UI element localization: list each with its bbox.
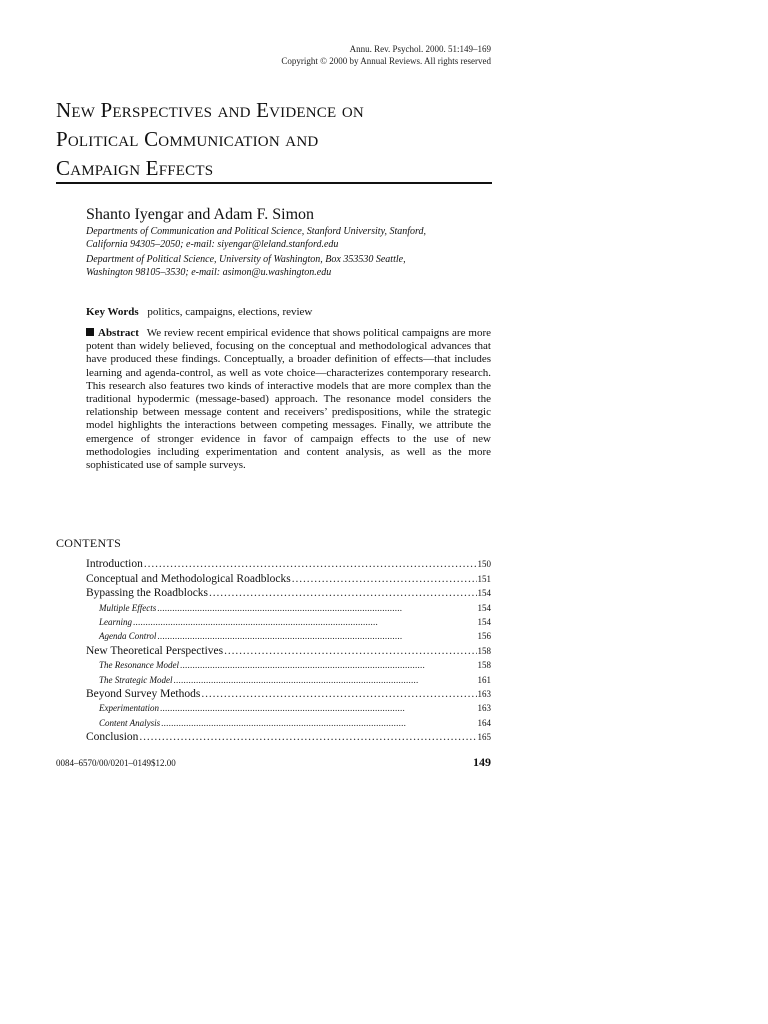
toc-leader-dots <box>157 601 476 615</box>
title-divider <box>56 182 492 184</box>
toc-entry-label: Introduction <box>86 558 143 570</box>
journal-citation: Annu. Rev. Psychol. 2000. 51:149–169 <box>349 44 491 54</box>
toc-entry <box>86 629 491 643</box>
toc-leader-dots <box>174 673 477 687</box>
toc-entry <box>86 687 491 702</box>
toc-entry-page: 163 <box>477 688 491 699</box>
toc-entry <box>86 572 491 587</box>
toc-entry <box>86 644 491 659</box>
toc-leader-dots <box>201 687 476 702</box>
toc-entry <box>86 557 491 572</box>
journal-meta <box>281 43 491 67</box>
toc-entry-label: The Strategic Model <box>99 674 173 685</box>
toc-entry-label: Bypassing the Roadblocks <box>86 587 209 600</box>
toc-leader-dots <box>157 629 476 643</box>
toc-leader-dots <box>224 644 476 659</box>
toc-entry-page: 154 <box>477 603 491 614</box>
toc-entry-page: 163 <box>477 703 491 714</box>
affiliation-line: Department of Political Science, University of Washington, Box 353530 Seattle, <box>86 254 406 265</box>
toc-entry-label: Multiple Effects <box>99 603 157 614</box>
affiliation-2 <box>86 253 486 279</box>
footer-code: 0084–6570/00/0201–0149$12.00 <box>56 758 176 768</box>
toc-entry <box>86 658 491 672</box>
abstract-square-icon <box>86 328 94 336</box>
toc-entry <box>86 586 491 601</box>
affiliation-1 <box>86 225 486 251</box>
toc-entry <box>86 615 491 629</box>
toc-entry-page: 154 <box>477 617 491 628</box>
affiliation-line: California 94305–2050; e-mail: siyengar@leland.stanford.edu <box>86 239 339 250</box>
toc-entry-page: 158 <box>477 645 491 656</box>
toc-entry <box>86 701 491 715</box>
toc-leader-dots <box>292 572 477 587</box>
contents-heading: CONTENTS <box>56 536 122 550</box>
toc-entry-page: 158 <box>477 660 491 671</box>
toc-entry <box>86 730 491 745</box>
toc-leader-dots <box>144 557 477 572</box>
affiliation-line: Washington 98105–3530; e-mail: asimon@u.washington.edu <box>86 267 332 278</box>
toc-entry-label: Experimentation <box>99 703 159 714</box>
toc-entry-label: Beyond Survey Methods <box>86 687 201 700</box>
keywords-text: politics, campaigns, elections, review <box>147 306 313 318</box>
toc-entry-page: 161 <box>477 674 491 685</box>
toc-entry-page: 151 <box>477 573 491 584</box>
journal-copyright: Copyright © 2000 by Annual Reviews. All rights reserved <box>281 56 491 66</box>
authors: Shanto Iyengar and Adam F. Simon <box>86 206 315 223</box>
toc-entry-page: 164 <box>477 717 491 728</box>
title-line: New Perspectives and Evidence on <box>56 98 364 122</box>
keywords-label: Key Words <box>86 306 139 318</box>
abstract-text: We review recent empirical evidence that shows political campaigns are more potent than widely believed, focusing on the conceptual and methodological advances that have produced these findings. Conceptually, a broader definition of effects—that includes learning and agenda-control, as well as vote choice—characterizes contemporary research. This research also features two kinds of interactive models that are more complex than the traditional hypodermic (message-based) approach. The resonance model considers the relationship between message content and receivers’ predispositions, while the strategic model highlights the interactions between competing messages. Finally, we attribute the emergence of stronger evidence in favor of campaign effects to the use of new methodologies including experimentation and content analysis, as well as the more sophisticated use of sample surveys. <box>86 327 491 472</box>
article-title <box>56 96 496 183</box>
toc-entry <box>86 601 491 615</box>
title-line: Political Communication and <box>56 127 319 151</box>
toc-entry-page: 156 <box>477 631 491 642</box>
toc-entry-label: The Resonance Model <box>99 660 179 671</box>
toc-entry <box>86 716 491 730</box>
page-number: 149 <box>473 755 491 769</box>
toc-leader-dots <box>209 586 476 601</box>
table-of-contents <box>86 557 491 744</box>
toc-leader-dots <box>133 615 476 629</box>
toc-entry-label: Conceptual and Methodological Roadblocks <box>86 572 291 585</box>
toc-entry-label: Content Analysis <box>99 717 161 728</box>
toc-entry-label: Learning <box>99 617 133 628</box>
toc-leader-dots <box>161 716 476 730</box>
toc-entry-page: 150 <box>477 559 491 569</box>
toc-entry-page: 165 <box>477 731 491 742</box>
toc-leader-dots <box>160 701 477 715</box>
toc-leader-dots <box>180 658 477 672</box>
toc-entry-label: New Theoretical Perspectives <box>86 644 224 657</box>
toc-entry-label: Conclusion <box>86 730 139 743</box>
toc-entry <box>86 673 491 687</box>
title-line: Campaign Effects <box>56 156 214 180</box>
toc-entry-label: Agenda Control <box>99 631 157 642</box>
toc-leader-dots <box>139 730 476 745</box>
keywords <box>86 305 312 319</box>
affiliation-line: Departments of Communication and Political Science, Stanford University, Stanford, <box>86 226 427 237</box>
toc-entry-page: 154 <box>477 588 491 599</box>
abstract <box>86 327 491 472</box>
abstract-label: Abstract <box>98 327 139 339</box>
